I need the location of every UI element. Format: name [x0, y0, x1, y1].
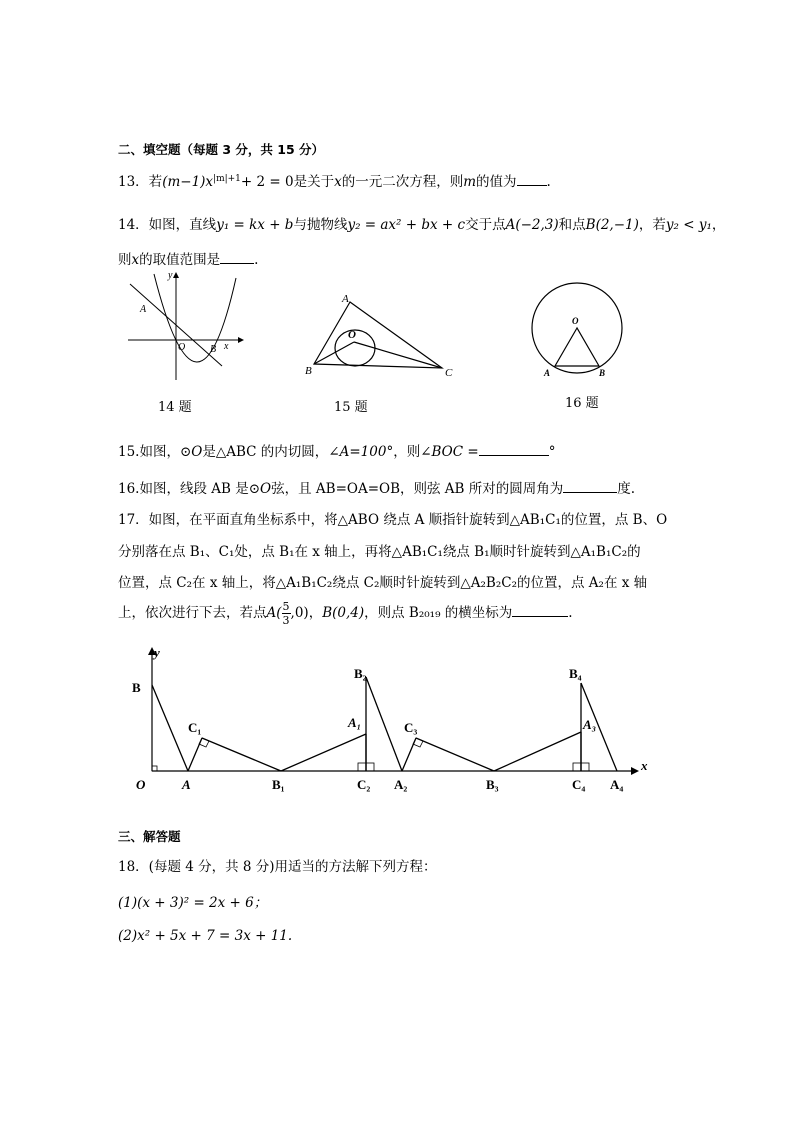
fig17-label-b4: B₄	[569, 666, 582, 681]
q17-frac-num: 5	[282, 600, 290, 613]
q13-number: 13．若	[118, 174, 163, 190]
fig16-triangle	[555, 328, 599, 366]
q16-end: 度.	[617, 481, 636, 497]
figure-16	[528, 282, 628, 382]
fig17-label-b1: B₁	[272, 777, 285, 792]
q15-target: ∠BOC =	[420, 444, 479, 460]
fig17-b1a1	[281, 734, 366, 771]
fig17-b3a3	[494, 732, 581, 771]
q14-text-b: 与抛物线	[293, 217, 348, 233]
fig17-c1b1	[202, 738, 281, 771]
q13-end: .	[546, 174, 551, 190]
fig15-triangle	[314, 302, 442, 368]
q13-text3: 的值为	[476, 174, 517, 190]
fig17-x-arrow	[631, 767, 639, 775]
question-13	[118, 170, 551, 190]
q13-text: 是关于	[293, 174, 335, 190]
q14-parabola-equation: y₂ = ax² + bx + c	[347, 217, 466, 233]
fig14-x-arrow	[238, 337, 244, 343]
fig17-label-x: x	[641, 758, 648, 773]
q14-text-e: ，若	[638, 217, 666, 233]
question-15	[118, 440, 555, 460]
q17-point-a-pre: A(	[266, 605, 282, 621]
q14-end: .	[254, 252, 259, 268]
q17-text-c: ，则点 B₂₀₁₉ 的横坐标为	[364, 605, 513, 621]
q15-number: 15.如图，	[118, 444, 180, 460]
q14-answer-blank[interactable]	[220, 251, 254, 264]
q14-condition: y₂ < y₁	[665, 217, 712, 233]
q14-var-x: x	[131, 252, 140, 268]
fig16-label-a: A	[544, 368, 551, 378]
question-18-intro: 18．(每题 4 分，共 8 分)用适当的方法解下列方程：	[118, 859, 437, 875]
fig15-label-o: O	[348, 329, 356, 341]
fig16-label-o: O	[572, 316, 579, 326]
q17-text-a: 上，依次进行下去，若点	[118, 605, 267, 621]
q13-expression-tail: + 2 = 0	[240, 174, 294, 190]
fig17-label-b2: B₂	[354, 666, 367, 681]
q15-text1: 是△ABC 的内切圆，	[202, 444, 329, 460]
q14-text-c: 交于点	[465, 217, 506, 233]
question-16	[118, 477, 635, 497]
fig17-label-b3: B₃	[486, 777, 499, 792]
q14-text-f: ，	[711, 217, 726, 233]
fig17-ab	[152, 685, 188, 771]
fig17-label-a1: A₁	[348, 715, 362, 730]
section-heading-fill-in: 二、填空题（每题 3 分，共 15 分）	[118, 142, 325, 157]
q17-fraction	[282, 600, 291, 627]
q15-text2: ，则	[393, 444, 421, 460]
q15-answer-blank[interactable]	[479, 443, 549, 456]
fig14-caption: 14 题	[158, 400, 192, 415]
figure-15	[300, 290, 470, 385]
fig16-label-b: B	[599, 368, 606, 378]
question-17-line4	[118, 600, 573, 627]
figure-14	[118, 268, 248, 388]
fig15-label-c: C	[445, 367, 453, 379]
fig14-label-a: A	[140, 304, 147, 315]
fig17-label-c4: C₄	[572, 777, 586, 792]
fig17-label-a: A	[182, 777, 191, 792]
q13-text2: 的一元二次方程，则	[341, 174, 464, 190]
question-17-line1: 17．如图，在平面直角坐标系中，将△ABO 绕点 A 顺指针旋转到△AB₁C₁的位置，点 B、O	[118, 512, 668, 528]
q14-text-h: 的取值范围是	[139, 252, 221, 268]
q13-expression: (m−1)x	[162, 174, 214, 190]
q13-exponent: |m|+1	[213, 174, 241, 184]
fig17-label-a2: A₂	[394, 777, 408, 792]
fig16-caption: 16 题	[565, 396, 599, 411]
q14-point-b: B(2,−1)	[585, 217, 639, 233]
fig17-c3b3	[416, 738, 494, 771]
fig14-label-x: x	[224, 341, 229, 352]
q14-text-g: 则	[118, 252, 132, 268]
q13-var-x: x	[334, 174, 342, 190]
q17-text-b: ，	[308, 605, 323, 621]
question-14-line2	[118, 248, 258, 268]
q14-text-a: 14．如图，直线	[118, 217, 217, 233]
q17-answer-blank[interactable]	[512, 604, 568, 617]
fig17-label-c3: C₃	[404, 720, 418, 735]
fig17-b2a2	[366, 677, 402, 771]
q17-end: .	[568, 605, 573, 621]
q15-angle: ∠A=100°	[328, 444, 394, 460]
q17-point-a-post: ,0)	[290, 605, 309, 621]
fig17-label-b: B	[132, 680, 141, 695]
q15-circle: ⊙O	[179, 444, 203, 460]
fig14-label-b: B	[210, 344, 217, 355]
fig15-oc	[354, 342, 442, 368]
figure-17	[126, 643, 656, 798]
q14-line-equation: y₁ = kx + b	[216, 217, 294, 233]
q16-text1: 16.如图，线段 AB 是	[118, 481, 249, 497]
fig17-label-o: O	[136, 777, 146, 792]
fig14-y-arrow	[173, 272, 179, 278]
q16-circle: ⊙O	[248, 481, 272, 497]
question-14-line1	[118, 213, 725, 233]
question-18-eq1: (1)(x + 3)² = 2x + 6；	[118, 895, 268, 911]
fig15-label-a: A	[342, 293, 349, 305]
question-18-eq2: (2)x² + 5x + 7 = 3x + 11.	[118, 928, 293, 944]
q14-point-a: A(−2,3)	[505, 217, 559, 233]
fig17-label-a3: A₃	[583, 717, 597, 732]
q13-var-m: m	[463, 174, 477, 190]
q17-frac-den: 3	[282, 614, 290, 627]
fig17-label-a4: A₄	[610, 777, 624, 792]
section-heading-solutions: 三、解答题	[118, 829, 181, 844]
fig15-caption: 15 题	[334, 400, 368, 415]
q13-answer-blank[interactable]	[517, 173, 547, 186]
fig17-label-c2: C₂	[357, 777, 371, 792]
fig17-label-y: y	[154, 645, 160, 660]
q14-text-d: 和点	[558, 217, 586, 233]
fig14-label-o: O	[178, 342, 186, 353]
q16-text2: 弦，且 AB=OA=OB，则弦 AB 所对的圆周角为	[271, 481, 564, 497]
q16-answer-blank[interactable]	[563, 480, 617, 493]
fig15-label-b: B	[305, 365, 312, 377]
fig17-right-angle-o	[152, 766, 157, 771]
q17-point-b: B(0,4)	[322, 605, 365, 621]
question-17-line2: 分别落在点 B₁、C₁处，点 B₁在 x 轴上，再将△AB₁C₁绕点 B₁顺时针旋转到△A₁B₁C₂的	[118, 544, 641, 560]
fig17-label-c1: C₁	[188, 720, 202, 735]
fig14-label-y: y	[168, 270, 173, 281]
question-17-line3: 位置，点 C₂在 x 轴上，将△A₁B₁C₂绕点 C₂顺时针旋转到△A₂B₂C₂的位置，点 A₂在 x 轴	[118, 575, 648, 591]
q15-end: °	[548, 444, 556, 460]
